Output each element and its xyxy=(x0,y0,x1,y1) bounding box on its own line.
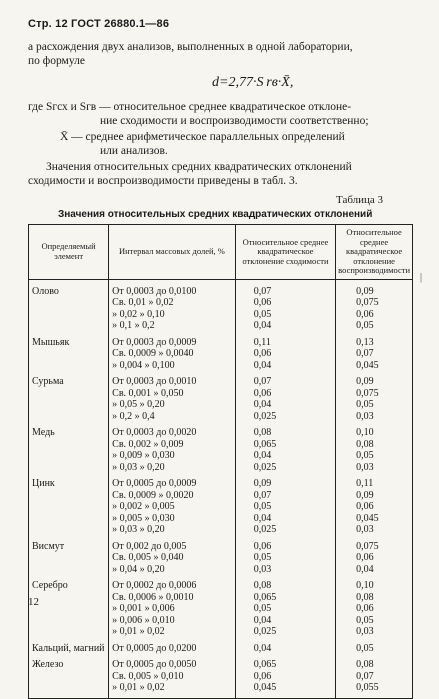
convergence-cell xyxy=(235,279,335,332)
convergence-value: 0,04 xyxy=(253,614,272,626)
range-value: От 0,0005 до 0,0050 xyxy=(112,659,197,670)
range-cell xyxy=(109,473,236,536)
convergence-cell xyxy=(235,422,335,473)
range-value: Св. 0,002 » 0,009 xyxy=(112,438,184,450)
xbar-line-1: X̄ — среднее арифметическое параллельных определений xyxy=(60,131,345,143)
table-row xyxy=(29,536,413,576)
reproducibility-cell xyxy=(336,332,413,372)
reproducibility-cell xyxy=(336,371,413,422)
reproducibility-value: 0,055 xyxy=(356,682,379,693)
range-value: От 0,0003 до 0,0020 xyxy=(112,427,197,438)
table-row xyxy=(29,332,413,372)
range-cell xyxy=(109,279,236,332)
values-line-1: Значения относительных средних квадратических отклонений xyxy=(46,161,352,173)
convergence-value: 0,04 xyxy=(253,512,272,524)
reproducibility-value: 0,09 xyxy=(356,285,374,297)
convergence-value: 0,04 xyxy=(253,642,272,654)
reproducibility-value: 0,08 xyxy=(356,438,374,450)
convergence-value: 0,06 xyxy=(253,348,272,359)
range-value: » 0,03 » 0,20 xyxy=(112,461,165,473)
range-value: » 0,004 » 0,100 xyxy=(112,359,175,371)
reproducibility-value: 0,10 xyxy=(356,427,374,438)
reproducibility-value: 0,06 xyxy=(356,603,374,614)
convergence-value: 0,025 xyxy=(253,461,277,473)
range-cell xyxy=(109,638,236,655)
intro-line-1: а расхождения двух анализов, выполненных в одной лаборатории, xyxy=(28,41,353,53)
range-value: От 0,002 до 0,005 xyxy=(112,540,187,552)
convergence-value: 0,06 xyxy=(253,540,272,552)
reproducibility-value: 0,13 xyxy=(356,336,374,348)
range-cell xyxy=(109,575,236,638)
range-value: » 0,002 » 0,005 xyxy=(112,501,175,512)
convergence-value: 0,065 xyxy=(253,659,277,670)
reproducibility-cell xyxy=(336,473,413,536)
range-value: » 0,02 » 0,10 xyxy=(112,308,165,320)
reproducibility-cell xyxy=(336,536,413,576)
table-header-row xyxy=(29,225,413,280)
range-value: От 0,0003 до 0,0100 xyxy=(112,285,197,297)
range-value: » 0,03 » 0,20 xyxy=(112,524,165,535)
range-value: Св. 0,005 » 0,040 xyxy=(112,552,184,563)
convergence-value: 0,025 xyxy=(253,626,277,637)
reproducibility-value: 0,075 xyxy=(356,387,379,399)
reproducibility-cell xyxy=(336,654,413,698)
reproducibility-value: 0,05 xyxy=(356,642,374,654)
page-header: Стр. 12 ГОСТ 26880.1—86 xyxy=(28,18,170,30)
range-value: Св. 0,001 » 0,050 xyxy=(112,387,184,399)
reproducibility-value: 0,08 xyxy=(356,659,374,670)
reproducibility-value: 0,11 xyxy=(356,478,374,489)
convergence-value: 0,09 xyxy=(253,478,272,489)
convergence-value: 0,07 xyxy=(253,285,272,297)
range-value: » 0,006 » 0,010 xyxy=(112,614,175,626)
reproducibility-value: 0,03 xyxy=(356,410,374,422)
range-value: » 0,1 » 0,2 xyxy=(112,320,155,331)
convergence-value: 0,08 xyxy=(253,427,272,438)
element-name: Кальций, магний xyxy=(29,638,109,655)
reproducibility-cell xyxy=(336,575,413,638)
reproducibility-value: 0,05 xyxy=(356,320,374,331)
convergence-value: 0,06 xyxy=(253,297,272,308)
table-row xyxy=(29,638,413,655)
range-cell xyxy=(109,422,236,473)
element-name: Сурьма xyxy=(29,371,109,422)
convergence-value: 0,04 xyxy=(253,450,272,461)
xbar-line-2: или анализов. xyxy=(100,145,168,157)
convergence-value: 0,08 xyxy=(253,580,272,591)
convergence-cell xyxy=(235,654,335,698)
convergence-value: 0,04 xyxy=(253,320,272,331)
convergence-value: 0,05 xyxy=(253,501,272,512)
range-value: От 0,0005 до 0,0009 xyxy=(112,478,197,489)
convergence-value: 0,04 xyxy=(253,359,272,371)
element-name: Мышьяк xyxy=(29,332,109,372)
range-value: От 0,0002 до 0,0006 xyxy=(112,580,197,591)
convergence-cell xyxy=(235,536,335,576)
range-value: » 0,04 » 0,20 xyxy=(112,563,165,575)
range-value: Св. 0,0009 » 0,0040 xyxy=(112,348,194,359)
convergence-value: 0,05 xyxy=(253,603,272,614)
convergence-cell xyxy=(235,332,335,372)
range-value: От 0,0003 до 0,0009 xyxy=(112,336,197,348)
convergence-value: 0,045 xyxy=(253,682,277,693)
reproducibility-value: 0,06 xyxy=(356,552,374,563)
reproducibility-value: 0,05 xyxy=(356,399,374,410)
table-row xyxy=(29,473,413,536)
where-line-2: ние сходимости и воспроизводимости соответственно; xyxy=(100,115,369,127)
range-value: » 0,01 » 0,02 xyxy=(112,682,165,693)
table-label: Таблица 3 xyxy=(336,194,384,206)
range-cell xyxy=(109,332,236,372)
header-reproducibility: Относительное среднее квадратическое отклонение воспроизводимости xyxy=(336,225,413,280)
reproducibility-value: 0,045 xyxy=(356,359,379,371)
table-row xyxy=(29,422,413,473)
convergence-value: 0,07 xyxy=(253,376,272,387)
header-element: Определяемый элемент xyxy=(29,225,109,280)
data-table xyxy=(28,224,413,699)
range-value: От 0,0005 до 0,0200 xyxy=(112,642,197,654)
reproducibility-value: 0,10 xyxy=(356,580,374,591)
table-row xyxy=(29,279,413,332)
table-body xyxy=(29,279,413,698)
reproducibility-value: 0,09 xyxy=(356,489,374,501)
table-row xyxy=(29,371,413,422)
element-name: Медь xyxy=(29,422,109,473)
convergence-value: 0,04 xyxy=(253,399,272,410)
reproducibility-value: 0,075 xyxy=(356,297,379,308)
convergence-value: 0,06 xyxy=(253,670,272,682)
reproducibility-value: 0,03 xyxy=(356,461,374,473)
convergence-cell xyxy=(235,473,335,536)
convergence-value: 0,065 xyxy=(253,438,277,450)
range-cell xyxy=(109,536,236,576)
reproducibility-value: 0,045 xyxy=(356,512,379,524)
convergence-cell xyxy=(235,638,335,655)
convergence-value: 0,05 xyxy=(253,552,272,563)
reproducibility-value: 0,075 xyxy=(356,540,379,552)
convergence-value: 0,025 xyxy=(253,410,277,422)
intro-line-2: по формуле xyxy=(28,55,85,67)
values-line-2: сходимости и воспроизводимости приведены в табл. 3. xyxy=(28,175,298,187)
convergence-value: 0,065 xyxy=(253,591,277,603)
convergence-value: 0,11 xyxy=(253,336,271,348)
element-name: Цинк xyxy=(29,473,109,536)
range-value: » 0,005 » 0,030 xyxy=(112,512,175,524)
range-value: Св. 0,01 » 0,02 xyxy=(112,297,174,308)
reproducibility-value: 0,04 xyxy=(356,563,374,575)
reproducibility-value: 0,05 xyxy=(356,450,374,461)
element-name: Висмут xyxy=(29,536,109,576)
convergence-cell xyxy=(235,371,335,422)
range-value: » 0,2 » 0,4 xyxy=(112,410,155,422)
margin-mark: | xyxy=(420,272,423,283)
range-value: » 0,009 » 0,030 xyxy=(112,450,175,461)
table-row xyxy=(29,654,413,698)
convergence-value: 0,07 xyxy=(253,489,272,501)
range-value: » 0,05 » 0,20 xyxy=(112,399,165,410)
reproducibility-value: 0,07 xyxy=(356,348,374,359)
reproducibility-value: 0,05 xyxy=(356,614,374,626)
convergence-value: 0,025 xyxy=(253,524,277,535)
reproducibility-value: 0,06 xyxy=(356,501,374,512)
range-value: » 0,01 » 0,02 xyxy=(112,626,165,637)
element-name: Олово xyxy=(29,279,109,332)
header-convergence: Относительное среднее квадратическое отклонение сходимости xyxy=(235,225,335,280)
reproducibility-value: 0,07 xyxy=(356,670,374,682)
convergence-value: 0,05 xyxy=(253,308,272,320)
element-name: Серебро xyxy=(29,575,109,638)
reproducibility-value: 0,03 xyxy=(356,524,374,535)
page-number: 12 xyxy=(28,596,39,608)
range-value: Св. 0,0009 » 0,0020 xyxy=(112,489,194,501)
range-cell xyxy=(109,371,236,422)
table-row xyxy=(29,575,413,638)
reproducibility-cell xyxy=(336,279,413,332)
element-name: Железо xyxy=(29,654,109,698)
convergence-value: 0,03 xyxy=(253,563,272,575)
convergence-cell xyxy=(235,575,335,638)
range-value: Св. 0,005 » 0,010 xyxy=(112,670,184,682)
range-value: Св. 0,0006 » 0,0010 xyxy=(112,591,194,603)
range-value: От 0,0003 до 0,0010 xyxy=(112,376,197,387)
where-line-1: где Sгсх и Sгв — относительное среднее квадратическое отклоне- xyxy=(28,101,352,113)
reproducibility-value: 0,08 xyxy=(356,591,374,603)
reproducibility-cell xyxy=(336,422,413,473)
formula: d=2,77·S rв·X̄, xyxy=(212,75,294,90)
reproducibility-value: 0,06 xyxy=(356,308,374,320)
range-value: » 0,001 » 0,006 xyxy=(112,603,175,614)
convergence-value: 0,06 xyxy=(253,387,272,399)
reproducibility-cell xyxy=(336,638,413,655)
range-cell xyxy=(109,654,236,698)
header-range: Интервал массовых долей, % xyxy=(109,225,236,280)
reproducibility-value: 0,03 xyxy=(356,626,374,637)
table-title: Значения относительных средних квадратических отклонений xyxy=(58,209,373,220)
reproducibility-value: 0,09 xyxy=(356,376,374,387)
